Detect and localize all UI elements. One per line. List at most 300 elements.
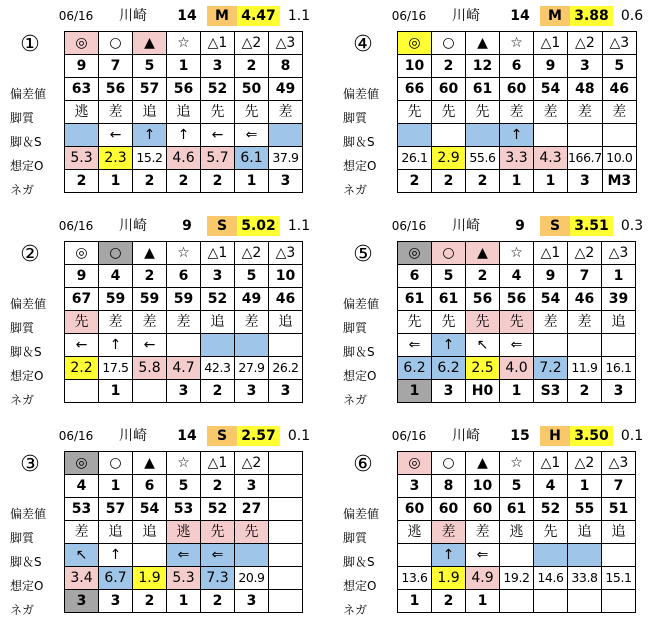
grid-cell: 1 bbox=[99, 170, 133, 193]
grid-cell: ▲ bbox=[133, 452, 167, 475]
grid-cell bbox=[269, 475, 303, 498]
race-panel bbox=[333, 210, 666, 420]
race-date: 06/16 bbox=[58, 429, 94, 443]
grid-cell: 2.2 bbox=[65, 357, 99, 380]
grid-cell: 26.2 bbox=[269, 357, 303, 380]
race-number: ① bbox=[20, 32, 40, 57]
grid-cell: 59 bbox=[167, 288, 201, 311]
grid-cell: 5 bbox=[500, 475, 534, 498]
style-row bbox=[398, 521, 636, 544]
race-panel bbox=[333, 0, 666, 210]
grid-cell: M3 bbox=[602, 170, 636, 193]
grid-cell: 6 bbox=[167, 265, 201, 288]
grid-cell: 差 bbox=[269, 101, 303, 124]
grid-cell: ▲ bbox=[466, 242, 500, 265]
row-label: 偏差値 bbox=[10, 507, 47, 521]
grid-cell: 57 bbox=[99, 498, 133, 521]
grid-cell bbox=[568, 590, 602, 613]
grid-cell: 1 bbox=[99, 475, 133, 498]
race-number: ⑥ bbox=[353, 452, 373, 477]
horse-grid bbox=[397, 241, 636, 403]
grid-cell: 66 bbox=[398, 78, 432, 101]
horse-grid bbox=[64, 451, 303, 613]
grid-cell bbox=[269, 590, 303, 613]
grid-cell: 1 bbox=[167, 590, 201, 613]
grid-cell: 5.8 bbox=[133, 357, 167, 380]
mark-row bbox=[398, 242, 636, 265]
grid-cell: 2.3 bbox=[99, 147, 133, 170]
grid-cell bbox=[167, 334, 201, 357]
grid-cell: ○ bbox=[432, 242, 466, 265]
grid-cell: 6 bbox=[500, 55, 534, 78]
grid-cell: 5 bbox=[602, 55, 636, 78]
grid-cell: 2 bbox=[167, 170, 201, 193]
grid-cell: 16.1 bbox=[602, 357, 636, 380]
grid-cell: 3 bbox=[235, 475, 269, 498]
grid-cell bbox=[568, 544, 602, 567]
horse-grid bbox=[64, 241, 303, 403]
row-label: 脚質 bbox=[10, 321, 35, 335]
track-grade: M bbox=[207, 6, 237, 26]
grid-cell: ↖ bbox=[466, 334, 500, 357]
runner-count: 9 bbox=[182, 218, 192, 234]
grid-cell bbox=[235, 544, 269, 567]
race-panel bbox=[0, 420, 333, 630]
grid-cell: 9 bbox=[65, 55, 99, 78]
grid-cell: 60 bbox=[398, 498, 432, 521]
grid-cell bbox=[602, 124, 636, 147]
grid-cell: ☆ bbox=[500, 242, 534, 265]
row-label: 想定O bbox=[343, 159, 377, 173]
horse-grid bbox=[64, 31, 303, 193]
odds-ratio: 0.6 bbox=[620, 8, 644, 24]
race-header bbox=[0, 6, 333, 26]
grid-cell: 3.4 bbox=[65, 567, 99, 590]
grid-cell: 逃 bbox=[65, 101, 99, 124]
odds-ratio: 1.1 bbox=[287, 218, 311, 234]
grid-cell: 61 bbox=[398, 288, 432, 311]
style-row bbox=[65, 101, 303, 124]
grid-cell: ⇐ bbox=[235, 124, 269, 147]
grid-cell: 1 bbox=[534, 170, 568, 193]
grid-cell: 8 bbox=[269, 55, 303, 78]
odds-row bbox=[398, 357, 636, 380]
grid-cell: 7 bbox=[602, 475, 636, 498]
grid-cell: 先 bbox=[201, 101, 235, 124]
race-panel bbox=[0, 210, 333, 420]
grid-cell: 2 bbox=[432, 55, 466, 78]
runner-count: 14 bbox=[510, 8, 530, 24]
grid-cell: 4 bbox=[534, 475, 568, 498]
grid-cell: ⇐ bbox=[201, 544, 235, 567]
grid-cell: △3 bbox=[602, 242, 636, 265]
grid-cell: 1 bbox=[466, 590, 500, 613]
row-label: 脚＆S bbox=[10, 135, 42, 149]
number-row bbox=[65, 475, 303, 498]
grid-cell: 55.6 bbox=[466, 147, 500, 170]
arrow-row bbox=[398, 544, 636, 567]
grid-cell: 先 bbox=[201, 521, 235, 544]
grid-cell bbox=[568, 334, 602, 357]
grid-cell: 2 bbox=[568, 380, 602, 403]
grid-cell: 2 bbox=[133, 265, 167, 288]
grid-cell bbox=[133, 544, 167, 567]
win-odds: 3.50 bbox=[570, 426, 613, 446]
grid-cell: 4 bbox=[500, 265, 534, 288]
grid-cell bbox=[602, 334, 636, 357]
grid-cell: 差 bbox=[534, 311, 568, 334]
grid-cell: 2 bbox=[398, 170, 432, 193]
grid-cell: 1 bbox=[602, 265, 636, 288]
row-label: 脚＆S bbox=[343, 345, 375, 359]
grid-cell: 差 bbox=[568, 311, 602, 334]
race-header bbox=[0, 216, 333, 236]
mark-row bbox=[65, 242, 303, 265]
grid-cell: △1 bbox=[201, 242, 235, 265]
grid-cell: ▲ bbox=[466, 32, 500, 55]
nega-row bbox=[65, 380, 303, 403]
grid-cell: ↖ bbox=[65, 544, 99, 567]
grid-cell: 7 bbox=[99, 55, 133, 78]
grid-cell: 4.6 bbox=[167, 147, 201, 170]
grid-cell: ☆ bbox=[167, 32, 201, 55]
race-header bbox=[333, 6, 666, 26]
grid-cell: 追 bbox=[269, 311, 303, 334]
grid-cell: ⇐ bbox=[500, 334, 534, 357]
grid-cell: S3 bbox=[534, 380, 568, 403]
grid-cell: 67 bbox=[65, 288, 99, 311]
grid-cell bbox=[534, 334, 568, 357]
row-label: ネガ bbox=[10, 183, 35, 197]
grid-cell: △2 bbox=[568, 452, 602, 475]
grid-cell: 2 bbox=[201, 475, 235, 498]
venue-name: 川崎 bbox=[119, 8, 147, 24]
odds-ratio: 0.3 bbox=[620, 218, 644, 234]
grid-cell: ◎ bbox=[398, 32, 432, 55]
grid-cell: 26.1 bbox=[398, 147, 432, 170]
grid-cell: 追 bbox=[602, 521, 636, 544]
grid-cell: △1 bbox=[201, 32, 235, 55]
grid-cell bbox=[534, 544, 568, 567]
grid-cell: 先 bbox=[432, 311, 466, 334]
grid-cell: 5.3 bbox=[167, 567, 201, 590]
grid-cell: 20.9 bbox=[235, 567, 269, 590]
grid-cell: 3 bbox=[201, 55, 235, 78]
grid-cell bbox=[65, 380, 99, 403]
grid-cell: 2 bbox=[466, 265, 500, 288]
grid-cell: ▲ bbox=[466, 452, 500, 475]
grid-cell: 56 bbox=[466, 288, 500, 311]
grid-cell: ← bbox=[201, 124, 235, 147]
grid-cell: 先 bbox=[432, 101, 466, 124]
grid-cell: 14.6 bbox=[534, 567, 568, 590]
grid-cell: 37.9 bbox=[269, 147, 303, 170]
grid-cell: 3 bbox=[432, 380, 466, 403]
grid-cell bbox=[269, 334, 303, 357]
mark-row bbox=[398, 32, 637, 55]
odds-ratio: 0.1 bbox=[287, 428, 311, 444]
number-row bbox=[65, 265, 303, 288]
row-label: ネガ bbox=[343, 603, 368, 617]
grid-cell: 1 bbox=[167, 55, 201, 78]
grid-cell: 7 bbox=[568, 265, 602, 288]
grid-cell: ↑ bbox=[432, 544, 466, 567]
grid-cell: 56 bbox=[99, 78, 133, 101]
grid-cell: 5.7 bbox=[201, 147, 235, 170]
race-header bbox=[0, 426, 333, 446]
grid-cell: 3 bbox=[99, 590, 133, 613]
grid-cell: 8 bbox=[432, 475, 466, 498]
score-row bbox=[65, 288, 303, 311]
score-row bbox=[398, 498, 636, 521]
row-label: 偏差値 bbox=[343, 87, 380, 101]
grid-cell: 追 bbox=[99, 521, 133, 544]
grid-cell: 48 bbox=[568, 78, 603, 101]
row-label: 想定O bbox=[343, 369, 377, 383]
grid-cell: 33.8 bbox=[568, 567, 602, 590]
grid-cell: 先 bbox=[534, 521, 568, 544]
grid-cell: ◎ bbox=[398, 242, 432, 265]
grid-cell: 1.9 bbox=[432, 567, 466, 590]
race-number: ④ bbox=[353, 32, 373, 57]
number-row bbox=[398, 265, 636, 288]
grid-cell: 追 bbox=[602, 311, 636, 334]
grid-cell: △1 bbox=[534, 32, 568, 55]
grid-cell: 55 bbox=[568, 498, 602, 521]
arrow-row bbox=[65, 544, 303, 567]
grid-cell: 3 bbox=[235, 590, 269, 613]
grid-cell: 2 bbox=[133, 590, 167, 613]
grid-cell bbox=[398, 544, 432, 567]
grid-cell: 2.5 bbox=[466, 357, 500, 380]
score-row bbox=[398, 78, 637, 101]
grid-cell: △2 bbox=[568, 32, 603, 55]
grid-cell: ☆ bbox=[167, 452, 201, 475]
grid-cell: ☆ bbox=[500, 32, 534, 55]
track-grade: S bbox=[207, 216, 237, 236]
grid-cell: 3.3 bbox=[500, 147, 534, 170]
score-row bbox=[398, 288, 636, 311]
grid-cell: ▲ bbox=[133, 32, 167, 55]
grid-cell: 3 bbox=[568, 170, 603, 193]
win-odds: 3.88 bbox=[570, 6, 613, 26]
grid-cell: △1 bbox=[534, 452, 568, 475]
grid-cell: ↑ bbox=[133, 124, 167, 147]
grid-cell: ☆ bbox=[500, 452, 534, 475]
grid-cell: 差 bbox=[235, 311, 269, 334]
grid-cell: 5 bbox=[235, 265, 269, 288]
grid-cell bbox=[269, 452, 303, 475]
grid-cell: 2.9 bbox=[432, 147, 466, 170]
grid-cell: 9 bbox=[534, 55, 568, 78]
row-label: 脚＆S bbox=[343, 135, 375, 149]
style-row bbox=[65, 311, 303, 334]
grid-cell: 3 bbox=[201, 265, 235, 288]
grid-cell: ↑ bbox=[500, 124, 534, 147]
grid-cell: △3 bbox=[269, 242, 303, 265]
row-label: 想定O bbox=[10, 579, 44, 593]
style-row bbox=[65, 521, 303, 544]
grid-cell: △3 bbox=[602, 32, 636, 55]
grid-cell: ↑ bbox=[99, 544, 133, 567]
race-date: 06/16 bbox=[391, 9, 427, 23]
score-row bbox=[65, 498, 303, 521]
row-label: 想定O bbox=[10, 369, 44, 383]
row-label: 脚＆S bbox=[10, 345, 42, 359]
race-date: 06/16 bbox=[58, 9, 94, 23]
row-label: 脚質 bbox=[10, 531, 35, 545]
grid-cell: 61 bbox=[500, 498, 534, 521]
grid-cell bbox=[65, 124, 99, 147]
grid-cell: 1 bbox=[235, 170, 269, 193]
grid-cell bbox=[568, 124, 603, 147]
grid-cell: 63 bbox=[65, 78, 99, 101]
grid-cell: ⇐ bbox=[398, 334, 432, 357]
grid-cell: 先 bbox=[65, 311, 99, 334]
grid-cell: 53 bbox=[65, 498, 99, 521]
grid-cell: 6.7 bbox=[99, 567, 133, 590]
arrow-row bbox=[398, 124, 637, 147]
grid-cell: ↑ bbox=[432, 334, 466, 357]
venue-name: 川崎 bbox=[452, 8, 480, 24]
grid-cell: 52 bbox=[201, 498, 235, 521]
grid-cell: 51 bbox=[602, 498, 636, 521]
grid-cell: 差 bbox=[432, 521, 466, 544]
row-label: 偏差値 bbox=[343, 297, 380, 311]
grid-cell: 5 bbox=[432, 265, 466, 288]
grid-cell: 10.0 bbox=[602, 147, 636, 170]
grid-cell bbox=[534, 124, 568, 147]
row-label: 脚＆S bbox=[10, 555, 42, 569]
row-label: ネガ bbox=[10, 603, 35, 617]
score-row bbox=[65, 78, 303, 101]
grid-cell: 56 bbox=[500, 288, 534, 311]
grid-cell: 差 bbox=[500, 101, 534, 124]
grid-cell: 7.3 bbox=[201, 567, 235, 590]
grid-cell: 1 bbox=[568, 475, 602, 498]
runner-count: 9 bbox=[515, 218, 525, 234]
grid-cell: 6.2 bbox=[432, 357, 466, 380]
grid-cell: 追 bbox=[568, 521, 602, 544]
grid-cell: ⇐ bbox=[466, 544, 500, 567]
grid-cell: 先 bbox=[398, 101, 432, 124]
venue-name: 川崎 bbox=[452, 218, 480, 234]
grid-cell: △3 bbox=[602, 452, 636, 475]
race-date: 06/16 bbox=[58, 219, 94, 233]
row-label: 脚質 bbox=[10, 111, 35, 125]
grid-cell bbox=[500, 544, 534, 567]
grid-cell: 追 bbox=[133, 521, 167, 544]
grid-cell: ○ bbox=[99, 242, 133, 265]
grid-cell bbox=[602, 590, 636, 613]
grid-cell: 差 bbox=[65, 521, 99, 544]
grid-cell: 差 bbox=[133, 311, 167, 334]
grid-cell: 1.9 bbox=[133, 567, 167, 590]
grid-cell: 59 bbox=[133, 288, 167, 311]
grid-cell: 46 bbox=[602, 78, 636, 101]
grid-cell: 2 bbox=[432, 170, 466, 193]
grid-cell: 56 bbox=[167, 78, 201, 101]
grid-cell: 52 bbox=[201, 288, 235, 311]
race-header bbox=[333, 216, 666, 236]
grid-cell: 54 bbox=[133, 498, 167, 521]
odds-row bbox=[398, 147, 637, 170]
grid-cell: 3 bbox=[398, 475, 432, 498]
grid-cell: 61 bbox=[466, 78, 500, 101]
grid-cell: 15.2 bbox=[133, 147, 167, 170]
grid-cell: ○ bbox=[432, 452, 466, 475]
grid-cell: △2 bbox=[235, 452, 269, 475]
track-grade: S bbox=[207, 426, 237, 446]
grid-cell bbox=[133, 380, 167, 403]
grid-cell: 5 bbox=[133, 55, 167, 78]
grid-cell: 52 bbox=[201, 78, 235, 101]
nega-row bbox=[398, 380, 636, 403]
grid-cell: 差 bbox=[602, 101, 636, 124]
grid-cell: 2 bbox=[201, 590, 235, 613]
grid-cell bbox=[466, 124, 500, 147]
row-label: 偏差値 bbox=[10, 297, 47, 311]
grid-cell bbox=[500, 590, 534, 613]
grid-cell bbox=[269, 544, 303, 567]
row-label: ネガ bbox=[343, 393, 368, 407]
grid-cell: 先 bbox=[500, 311, 534, 334]
nega-row bbox=[65, 590, 303, 613]
grid-cell: 4 bbox=[65, 475, 99, 498]
grid-cell: 15.1 bbox=[602, 567, 636, 590]
grid-cell: △3 bbox=[269, 32, 303, 55]
grid-cell: 12 bbox=[466, 55, 500, 78]
grid-cell: 4.9 bbox=[466, 567, 500, 590]
grid-cell: 54 bbox=[534, 288, 568, 311]
grid-cell: 先 bbox=[398, 311, 432, 334]
row-label: 偏差値 bbox=[10, 87, 47, 101]
grid-cell bbox=[602, 544, 636, 567]
horse-grid bbox=[397, 451, 636, 613]
grid-cell: H0 bbox=[466, 380, 500, 403]
grid-cell: △1 bbox=[201, 452, 235, 475]
grid-cell: 3 bbox=[269, 170, 303, 193]
grid-cell: 6 bbox=[133, 475, 167, 498]
grid-cell bbox=[398, 124, 432, 147]
row-label: 想定O bbox=[10, 159, 44, 173]
row-label: ネガ bbox=[343, 183, 368, 197]
grid-cell: ◎ bbox=[65, 242, 99, 265]
runner-count: 15 bbox=[510, 428, 530, 444]
grid-cell: 6.2 bbox=[398, 357, 432, 380]
grid-cell: 13.6 bbox=[398, 567, 432, 590]
row-label: 脚質 bbox=[343, 111, 368, 125]
grid-cell bbox=[269, 124, 303, 147]
runner-count: 14 bbox=[177, 8, 197, 24]
grid-cell: 2 bbox=[466, 170, 500, 193]
grid-cell: 60 bbox=[466, 498, 500, 521]
grid-cell: 1 bbox=[99, 380, 133, 403]
grid-cell: 49 bbox=[269, 78, 303, 101]
grid-cell: 17.5 bbox=[99, 357, 133, 380]
grid-cell: 5.3 bbox=[65, 147, 99, 170]
grid-cell: 6 bbox=[398, 265, 432, 288]
grid-cell: 10 bbox=[398, 55, 432, 78]
number-row bbox=[398, 55, 637, 78]
track-grade: S bbox=[540, 216, 570, 236]
grid-cell: △2 bbox=[235, 242, 269, 265]
grid-cell: 60 bbox=[432, 498, 466, 521]
style-row bbox=[398, 311, 636, 334]
grid-cell: 4.0 bbox=[500, 357, 534, 380]
grid-cell: ☆ bbox=[167, 242, 201, 265]
grid-cell: 差 bbox=[534, 101, 568, 124]
